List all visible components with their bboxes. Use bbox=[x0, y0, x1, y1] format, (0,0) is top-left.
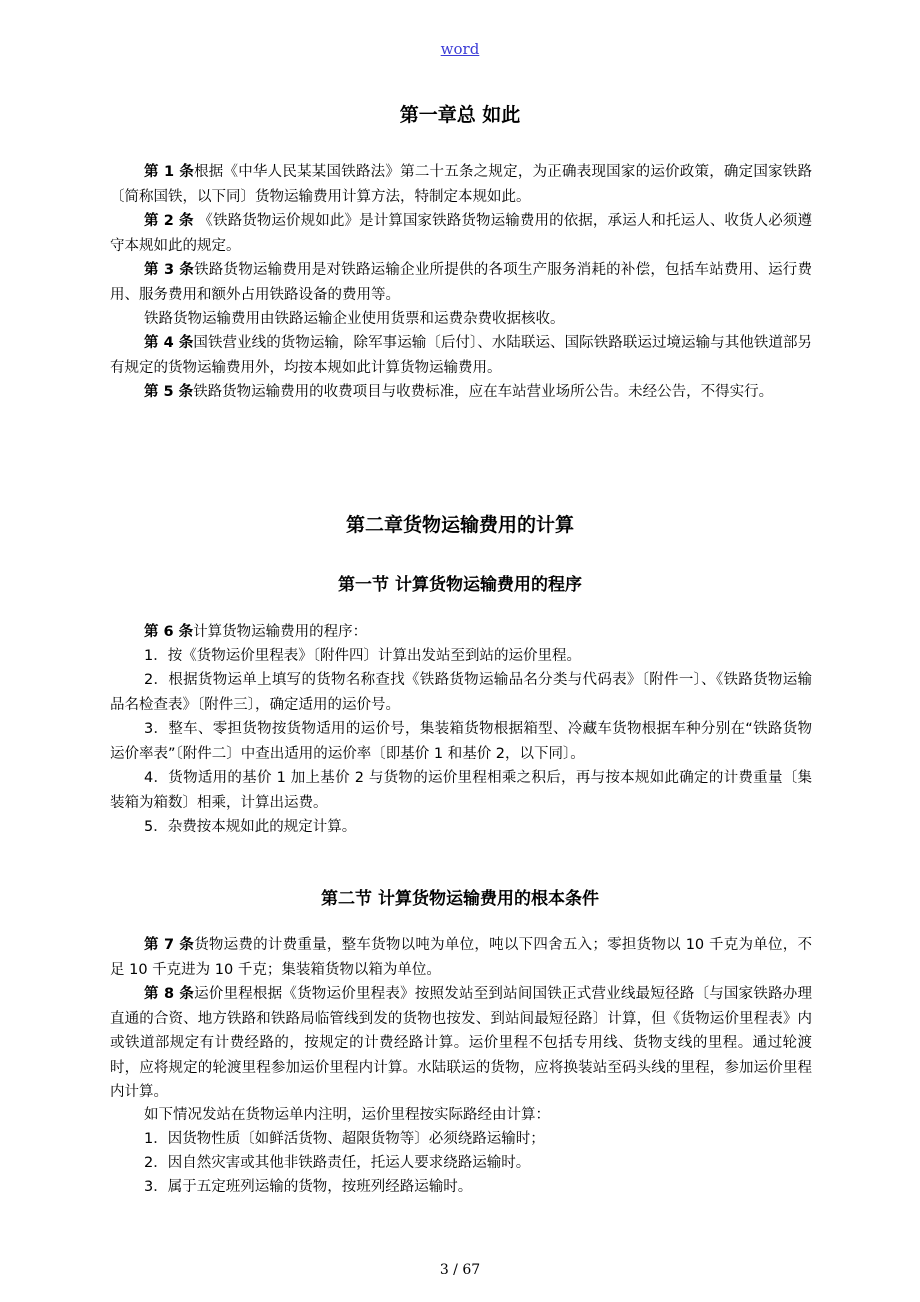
list-item-text: 3．整车、零担货物按货物适用的运价号，集装箱货物根据箱型、冷藏车货物根据车种分别在“铁路货物运价率表”〔附件二〕中查出适用的运价率〔即基价 1 和基价 2，以下同〕。 bbox=[110, 721, 812, 762]
list-item-text: 2．根据货物运单上填写的货物名称查找《铁路货物运输品名分类与代码表》〔附件一〕、《铁路货物运输品名检查表》〔附件三〕，确定适用的运价号。 bbox=[110, 672, 812, 713]
list-item-text: 3．属于五定班列运输的货物，按班列经路运输时。 bbox=[144, 1179, 473, 1195]
section-1-title: 第一节 计算货物运输费用的程序 bbox=[338, 575, 582, 595]
list-item bbox=[110, 1127, 812, 1152]
article-text: 铁路货物运输费用是对铁路运输企业所提供的各项生产服务消耗的补偿，包括车站费用、运行费用、服务费用和额外占用铁路设备的费用等。 bbox=[110, 262, 812, 303]
article-text: 如下情况发站在货物运单内注明，运价里程按实际路经由计算： bbox=[144, 1107, 550, 1123]
article-label: 第 8 条 bbox=[144, 986, 195, 1002]
list-item-text: 1．按《货物运价里程表》〔附件四〕计算出发站至到站的运价里程。 bbox=[144, 648, 581, 664]
list-item-text: 4．货物适用的基价 1 加上基价 2 与货物的运价里程相乘之积后，再与按本规如此确定的计费重量〔集装箱为箱数〕相乘，计算出运费。 bbox=[110, 770, 812, 811]
list-item-text: 1．因货物性质〔如鲜活货物、超限货物等〕必须绕路运输时； bbox=[144, 1131, 545, 1147]
list-item bbox=[110, 1175, 812, 1200]
article-label: 第 6 条 bbox=[144, 624, 194, 640]
list-item bbox=[110, 766, 812, 815]
chapter-1-title: 第一章总 如此 bbox=[399, 104, 521, 126]
section-2-title: 第二节 计算货物运输费用的根本条件 bbox=[321, 889, 599, 909]
list-item-text: 2．因自然灾害或其他非铁路责任，托运人要求绕路运输时。 bbox=[144, 1155, 531, 1171]
article-1 bbox=[110, 160, 812, 209]
article-text: 铁路货物运输费用由铁路运输企业使用货票和运费杂费收据核收。 bbox=[144, 311, 565, 327]
article-8 bbox=[110, 982, 812, 1105]
article-text: 根据《中华人民某某国铁路法》第二十五条之规定，为正确表现国家的运价政策，确定国家铁路〔简称国铁，以下同〕货物运输费用计算方法，特制定本规如此。 bbox=[110, 164, 812, 205]
article-text: 计算货物运输费用的程序： bbox=[193, 624, 368, 640]
list-item bbox=[110, 668, 812, 717]
article-label: 第 4 条 bbox=[144, 335, 194, 351]
article-label: 第 5 条 bbox=[144, 384, 194, 400]
article-text: 铁路货物运输费用的收费项目与收费标准，应在车站营业场所公告。未经公告，不得实行。 bbox=[193, 384, 774, 400]
article-text: 《铁路货物运价规如此》是计算国家铁路货物运输费用的依据，承运人和托运人、收货人必须遵守本规如此的规定。 bbox=[110, 213, 812, 254]
article-5 bbox=[110, 380, 812, 405]
article-8-note bbox=[110, 1103, 812, 1128]
article-label: 第 3 条 bbox=[144, 262, 195, 278]
header-word-link[interactable]: word bbox=[440, 40, 480, 58]
article-6 bbox=[110, 620, 812, 645]
list-item-text: 5．杂费按本规如此的规定计算。 bbox=[144, 819, 357, 835]
article-2 bbox=[110, 209, 812, 258]
article-label: 第 7 条 bbox=[144, 937, 195, 953]
article-label: 第 2 条 bbox=[144, 213, 194, 229]
article-3 bbox=[110, 258, 812, 307]
list-item bbox=[110, 815, 812, 840]
list-item bbox=[110, 1151, 812, 1176]
article-3-note bbox=[110, 307, 812, 332]
page-number: 3 / 67 bbox=[439, 1262, 481, 1278]
article-label: 第 1 条 bbox=[144, 164, 195, 180]
chapter-2-title: 第二章货物运输费用的计算 bbox=[345, 514, 574, 536]
article-4 bbox=[110, 331, 812, 380]
article-7 bbox=[110, 933, 812, 982]
article-text: 国铁营业线的货物运输，除军事运输〔后付〕、水陆联运、国际铁路联运过境运输与其他铁道部另有规定的货物运输费用外，均按本规如此计算货物运输费用。 bbox=[110, 335, 813, 376]
article-text: 运价里程根据《货物运价里程表》按照发站至到站间国铁正式营业线最短径路〔与国家铁路办理直通的合资、地方铁路和铁路局临管线到发的货物也按发、到站间最短径路〕计算，但《货物运价里程表》内或铁道部规定有计费经路的，按规定的计费经路计算。运价里程不包括专用线、货物支线的里程。通过轮渡时，应将规定的轮渡里程参加运价里程内计算。水陆联运的货物，应将换装站至码头线的里程，参加运价里程内计算。 bbox=[110, 986, 812, 1100]
list-item bbox=[110, 644, 812, 669]
article-text: 货物运费的计费重量，整车货物以吨为单位，吨以下四舍五入；零担货物以 10 千克为单位，不足 10 千克进为 10 千克；集装箱货物以箱为单位。 bbox=[110, 937, 813, 978]
list-item bbox=[110, 717, 812, 766]
